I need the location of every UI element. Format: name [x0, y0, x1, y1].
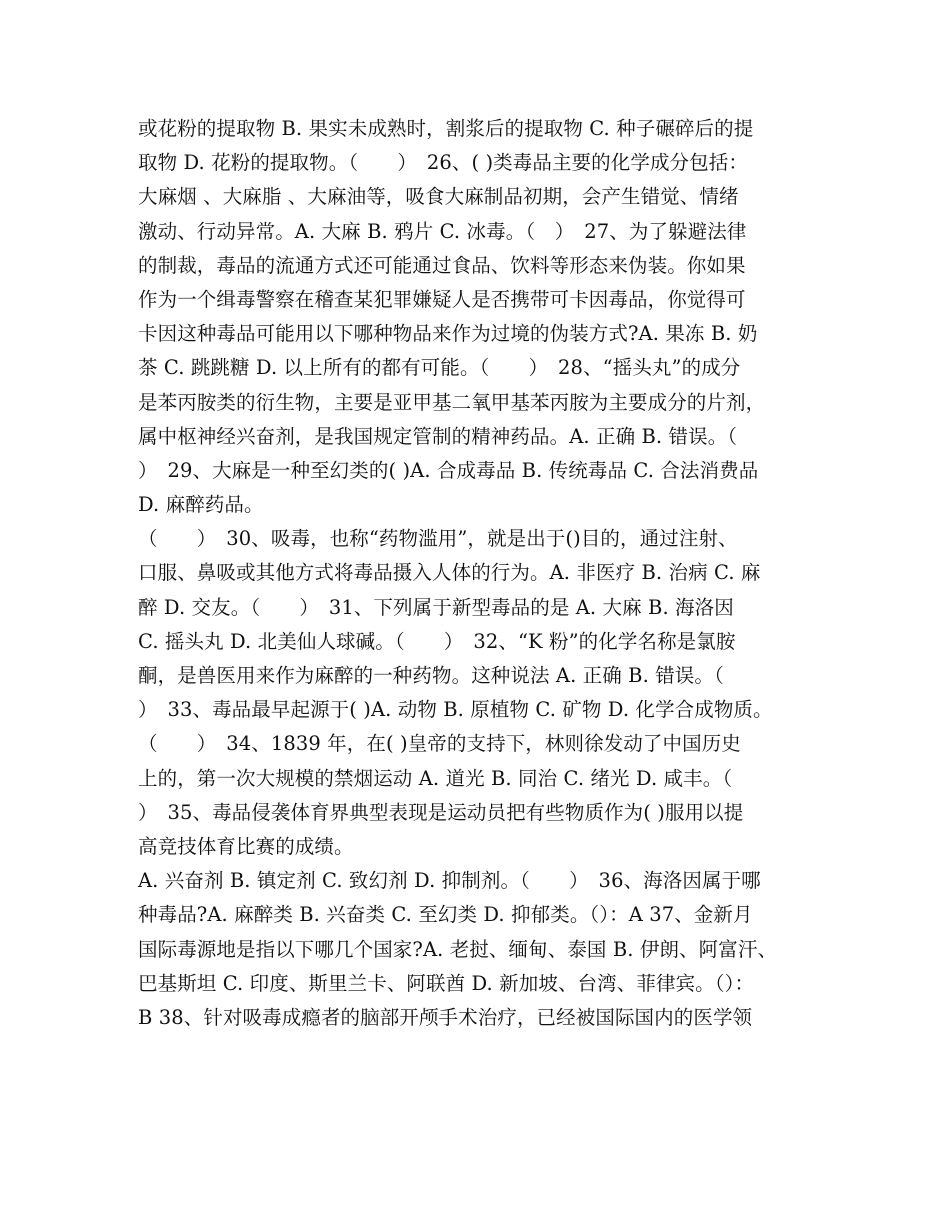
text-line: 巴基斯坦 C. 印度、斯里兰卡、阿联酋 D. 新加坡、台湾、菲律宾。（）：	[138, 971, 755, 995]
text-line: 国际毒源地是指以下哪几个国家?A. 老挝、缅甸、泰国 B. 伊朗、阿富汗、	[138, 937, 778, 961]
text-line: 或花粉的提取物 B. 果实未成熟时，割浆后的提取物 C. 种子碾碎后的提	[138, 117, 754, 140]
text-line: 种毒品?A. 麻醉类 B. 兴奋类 C. 至幻类 D. 抑郁类。（）：A 37、金新月	[138, 903, 753, 927]
text-line: 作为一个缉毒警察在稽查某犯罪嫌疑人是否携带可卡因毒品，你觉得可	[138, 287, 746, 311]
text-line: ） 35、毒品侵袭体育界典型表现是运动员把有些物质作为( )服用以提	[138, 800, 744, 824]
document-body	[138, 112, 828, 1035]
text-line: 的制裁，毒品的流通方式还可能通过食品、饮料等形态来伪装。你如果	[138, 253, 746, 277]
text-line: D. 麻醉药品。	[138, 493, 264, 517]
text-line: 酮，是兽医用来作为麻醉的一种药物。这种说法 A. 正确 B. 错误。（	[138, 664, 724, 687]
text-line: （ ） 30、吸毒，也称“药物滥用”，就是出于()目的，通过注射、	[138, 527, 738, 551]
text-line: 是苯丙胺类的衍生物，主要是亚甲基二氧甲基苯丙胺为主要成分的片剂，	[138, 390, 766, 414]
text-line: 取物 D. 花粉的提取物。（ ） 26、( )类毒品主要的化学成分包括：	[138, 151, 748, 175]
text-line: B 38、针对吸毒成瘾者的脑部开颅手术治疗，已经被国际国内的医学领	[138, 1005, 753, 1029]
text-line: 卡因这种毒品可能用以下哪种物品来作为过境的伪装方式?A. 果冻 B. 奶	[138, 322, 758, 346]
text-line: 醉 D. 交友。（ ） 31、下列属于新型毒品的是 A. 大麻 B. 海洛因	[138, 595, 734, 619]
text-line: 上的，第一次大规模的禁烟运动 A. 道光 B. 同治 C. 绪光 D. 咸丰。（	[138, 766, 733, 790]
text-line: 属中枢神经兴奋剂，是我国规定管制的精神药品。A. 正确 B. 错误。（	[138, 424, 738, 448]
text-line: 激动、行动异常。A. 大麻 B. 鸦片 C. 冰毒。（ ） 27、为了躲避法律	[138, 219, 747, 243]
text-line: C. 摇头丸 D. 北美仙人球碱。（ ） 32、“K 粉”的化学名称是氯胺	[138, 629, 736, 653]
text-line: 高竞技体育比赛的成绩。	[138, 834, 354, 858]
text-line: 口服、鼻吸或其他方式将毒品摄入人体的行为。A. 非医疗 B. 治病 C. 麻	[138, 561, 761, 585]
text-line: 大麻烟 、大麻脂 、大麻油等，吸食大麻制品初期，会产生错觉、情绪	[138, 185, 739, 209]
text-line: 茶 C. 跳跳糖 D. 以上所有的都有可能。（ ） 28、“摇头丸”的成分	[138, 356, 741, 380]
text-line: ） 29、大麻是一种至幻类的( )A. 合成毒品 B. 传统毒品 C. 合法消费品	[138, 458, 759, 482]
text-line: A. 兴奋剂 B. 镇定剂 C. 致幻剂 D. 抑制剂。（ ） 36、海洛因属于哪	[138, 869, 761, 893]
text-line: ） 33、毒品最早起源于( )A. 动物 B. 原植物 C. 矿物 D. 化学合成物质。	[138, 698, 773, 722]
text-line: （ ） 34、1839 年，在( )皇帝的支持下，林则徐发动了中国历史	[138, 732, 741, 756]
